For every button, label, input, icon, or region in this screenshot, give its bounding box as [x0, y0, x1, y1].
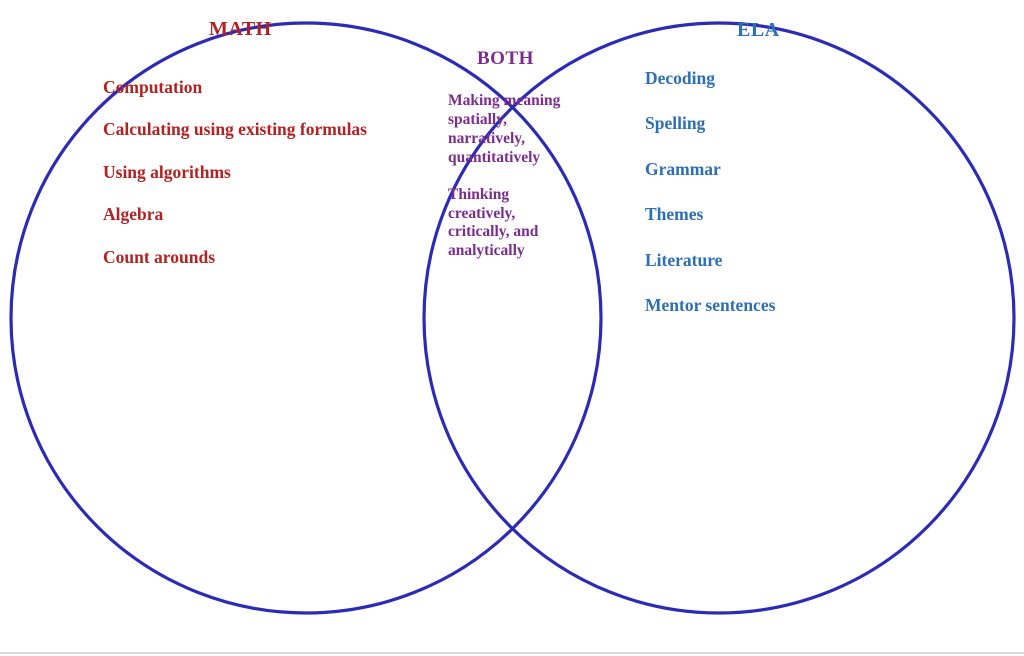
list-item: Count arounds [103, 246, 216, 267]
list-item: Thinking creatively, critically, and analytically [448, 185, 539, 260]
list-item: Themes [645, 204, 704, 225]
both-title: BOTH [477, 48, 534, 69]
list-item: Mentor sentences [645, 294, 776, 315]
list-item: Algebra [103, 204, 164, 225]
math-title: MATH [209, 18, 272, 40]
list-item: Making meaning spatially, narratively, quantitatively [448, 92, 561, 166]
list-item: Calculating using existing formulas [103, 119, 367, 140]
list-item: Literature [645, 249, 723, 270]
list-item: Decoding [645, 68, 715, 88]
list-item: Using algorithms [103, 161, 231, 182]
list-item: Computation [103, 77, 203, 97]
list-item: Grammar [645, 158, 721, 179]
math-item-list [103, 76, 403, 288]
ela-item-list [645, 67, 895, 339]
ela-title: ELA [737, 19, 780, 41]
list-item: Spelling [645, 113, 706, 134]
both-item-list [448, 92, 576, 279]
bottom-divider [0, 652, 1024, 654]
